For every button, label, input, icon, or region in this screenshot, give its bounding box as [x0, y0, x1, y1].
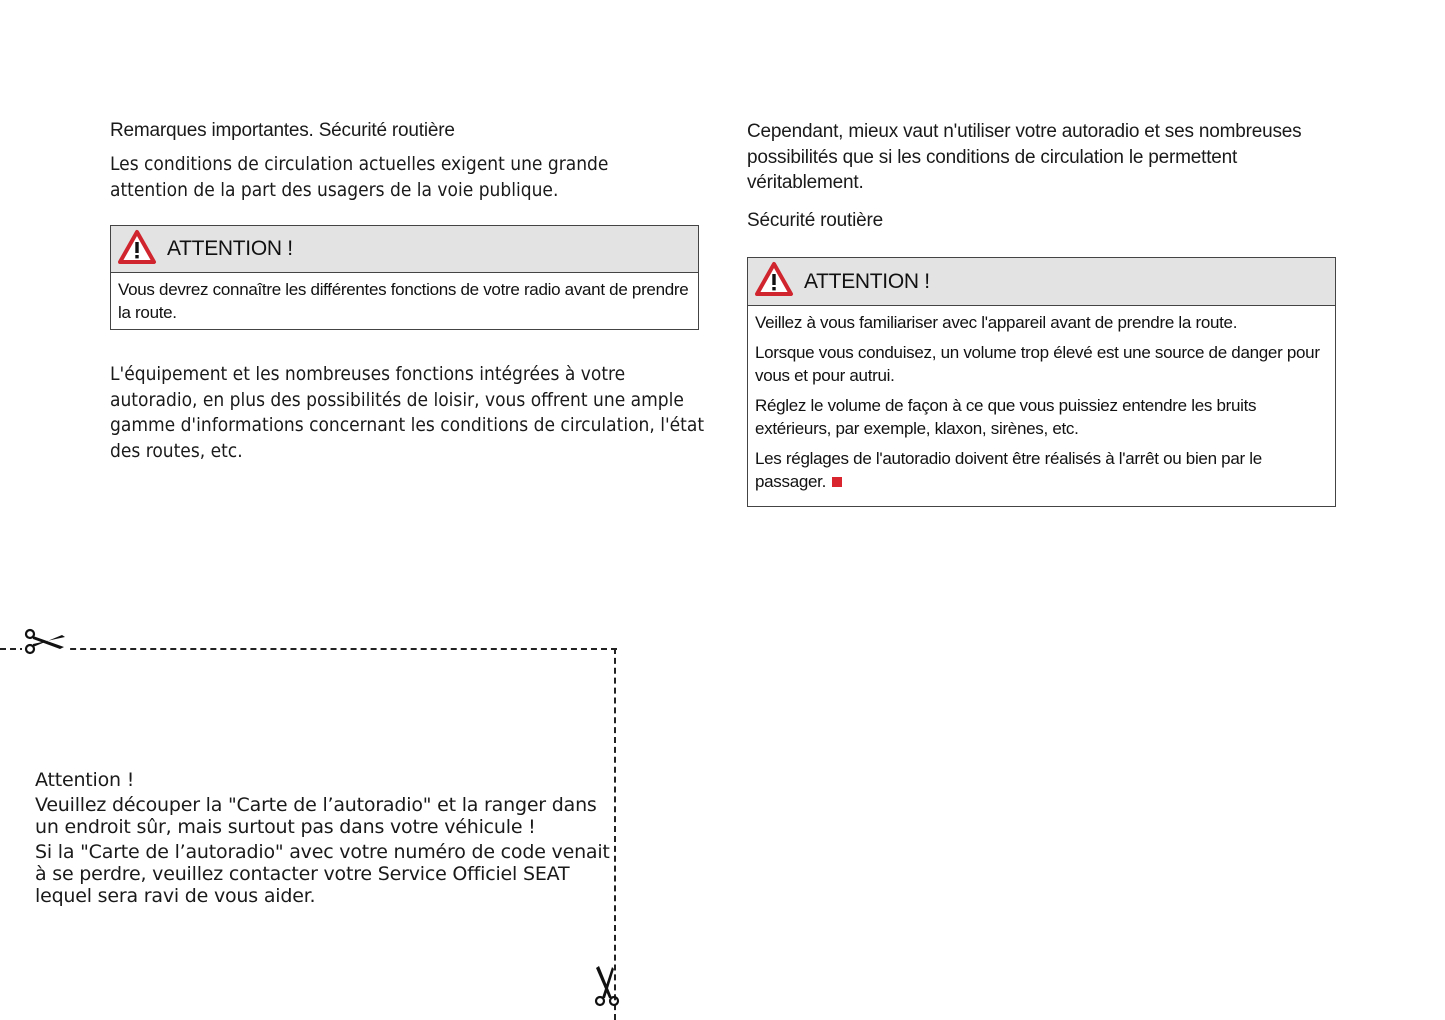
- warning-header: [111, 226, 698, 273]
- warning-text: Réglez le volume de façon à ce que vous puissiez entendre les bruits extérieurs, par exemple, klaxon, sirènes, etc.: [755, 396, 1257, 438]
- warning-header: [748, 258, 1335, 306]
- intro-paragraph: Les conditions de circulation actuelles exigent une grande attention de la part des usagers de la voie publique.: [110, 153, 609, 201]
- scissors-icon: [22, 628, 68, 656]
- card-text: Si la "Carte de l’autoradio" avec votre numéro de code venait à se perdre, veuillez contacter votre Service Officiel SEAT lequel sera ravi de vous aider.: [35, 841, 610, 907]
- card-text: Veuillez découper la "Carte de l’autoradio" et la ranger dans un endroit sûr, mais surtout pas dans votre véhicule !: [35, 794, 597, 838]
- section-heading: Remarques importantes. Sécurité routière: [110, 120, 455, 141]
- warning-text: Veillez à vous familiariser avec l'appareil avant de prendre la route.: [755, 313, 1238, 332]
- scissors-icon: [594, 963, 622, 1009]
- section-heading: Sécurité routière: [747, 210, 884, 231]
- radio-card-notice: [35, 769, 610, 910]
- warning-box: [110, 225, 699, 330]
- warning-triangle-icon: [754, 261, 794, 302]
- warning-title: ATTENTION !: [167, 237, 293, 260]
- warning-box: [747, 257, 1336, 507]
- card-title: Attention !: [35, 769, 135, 791]
- cut-line-horizontal: [0, 648, 617, 650]
- intro-paragraph: Cependant, mieux vaut n'utiliser votre autoradio et ses nombreuses possibilités que si les conditions de circulation le permettent véritablement.: [747, 121, 1302, 193]
- section-end-square-icon: [832, 477, 842, 487]
- warning-text: Vous devrez connaître les différentes fonctions de votre radio avant de prendre la route.: [118, 280, 689, 322]
- body-paragraph: L'équipement et les nombreuses fonctions intégrées à votre autoradio, en plus des possibilités de loisir, vous offrent une ample gamme d'informations concernant les conditions de circulation, l'état des routes, etc.: [110, 363, 705, 462]
- warning-text-last: [755, 447, 1328, 493]
- warning-title: ATTENTION !: [804, 269, 930, 293]
- warning-text: Les réglages de l'autoradio doivent être réalisés à l'arrêt ou bien par le passager.: [755, 449, 1262, 491]
- warning-triangle-icon: [117, 229, 157, 270]
- warning-text: Lorsque vous conduisez, un volume trop élevé est une source de danger pour vous et pour autrui.: [755, 343, 1320, 385]
